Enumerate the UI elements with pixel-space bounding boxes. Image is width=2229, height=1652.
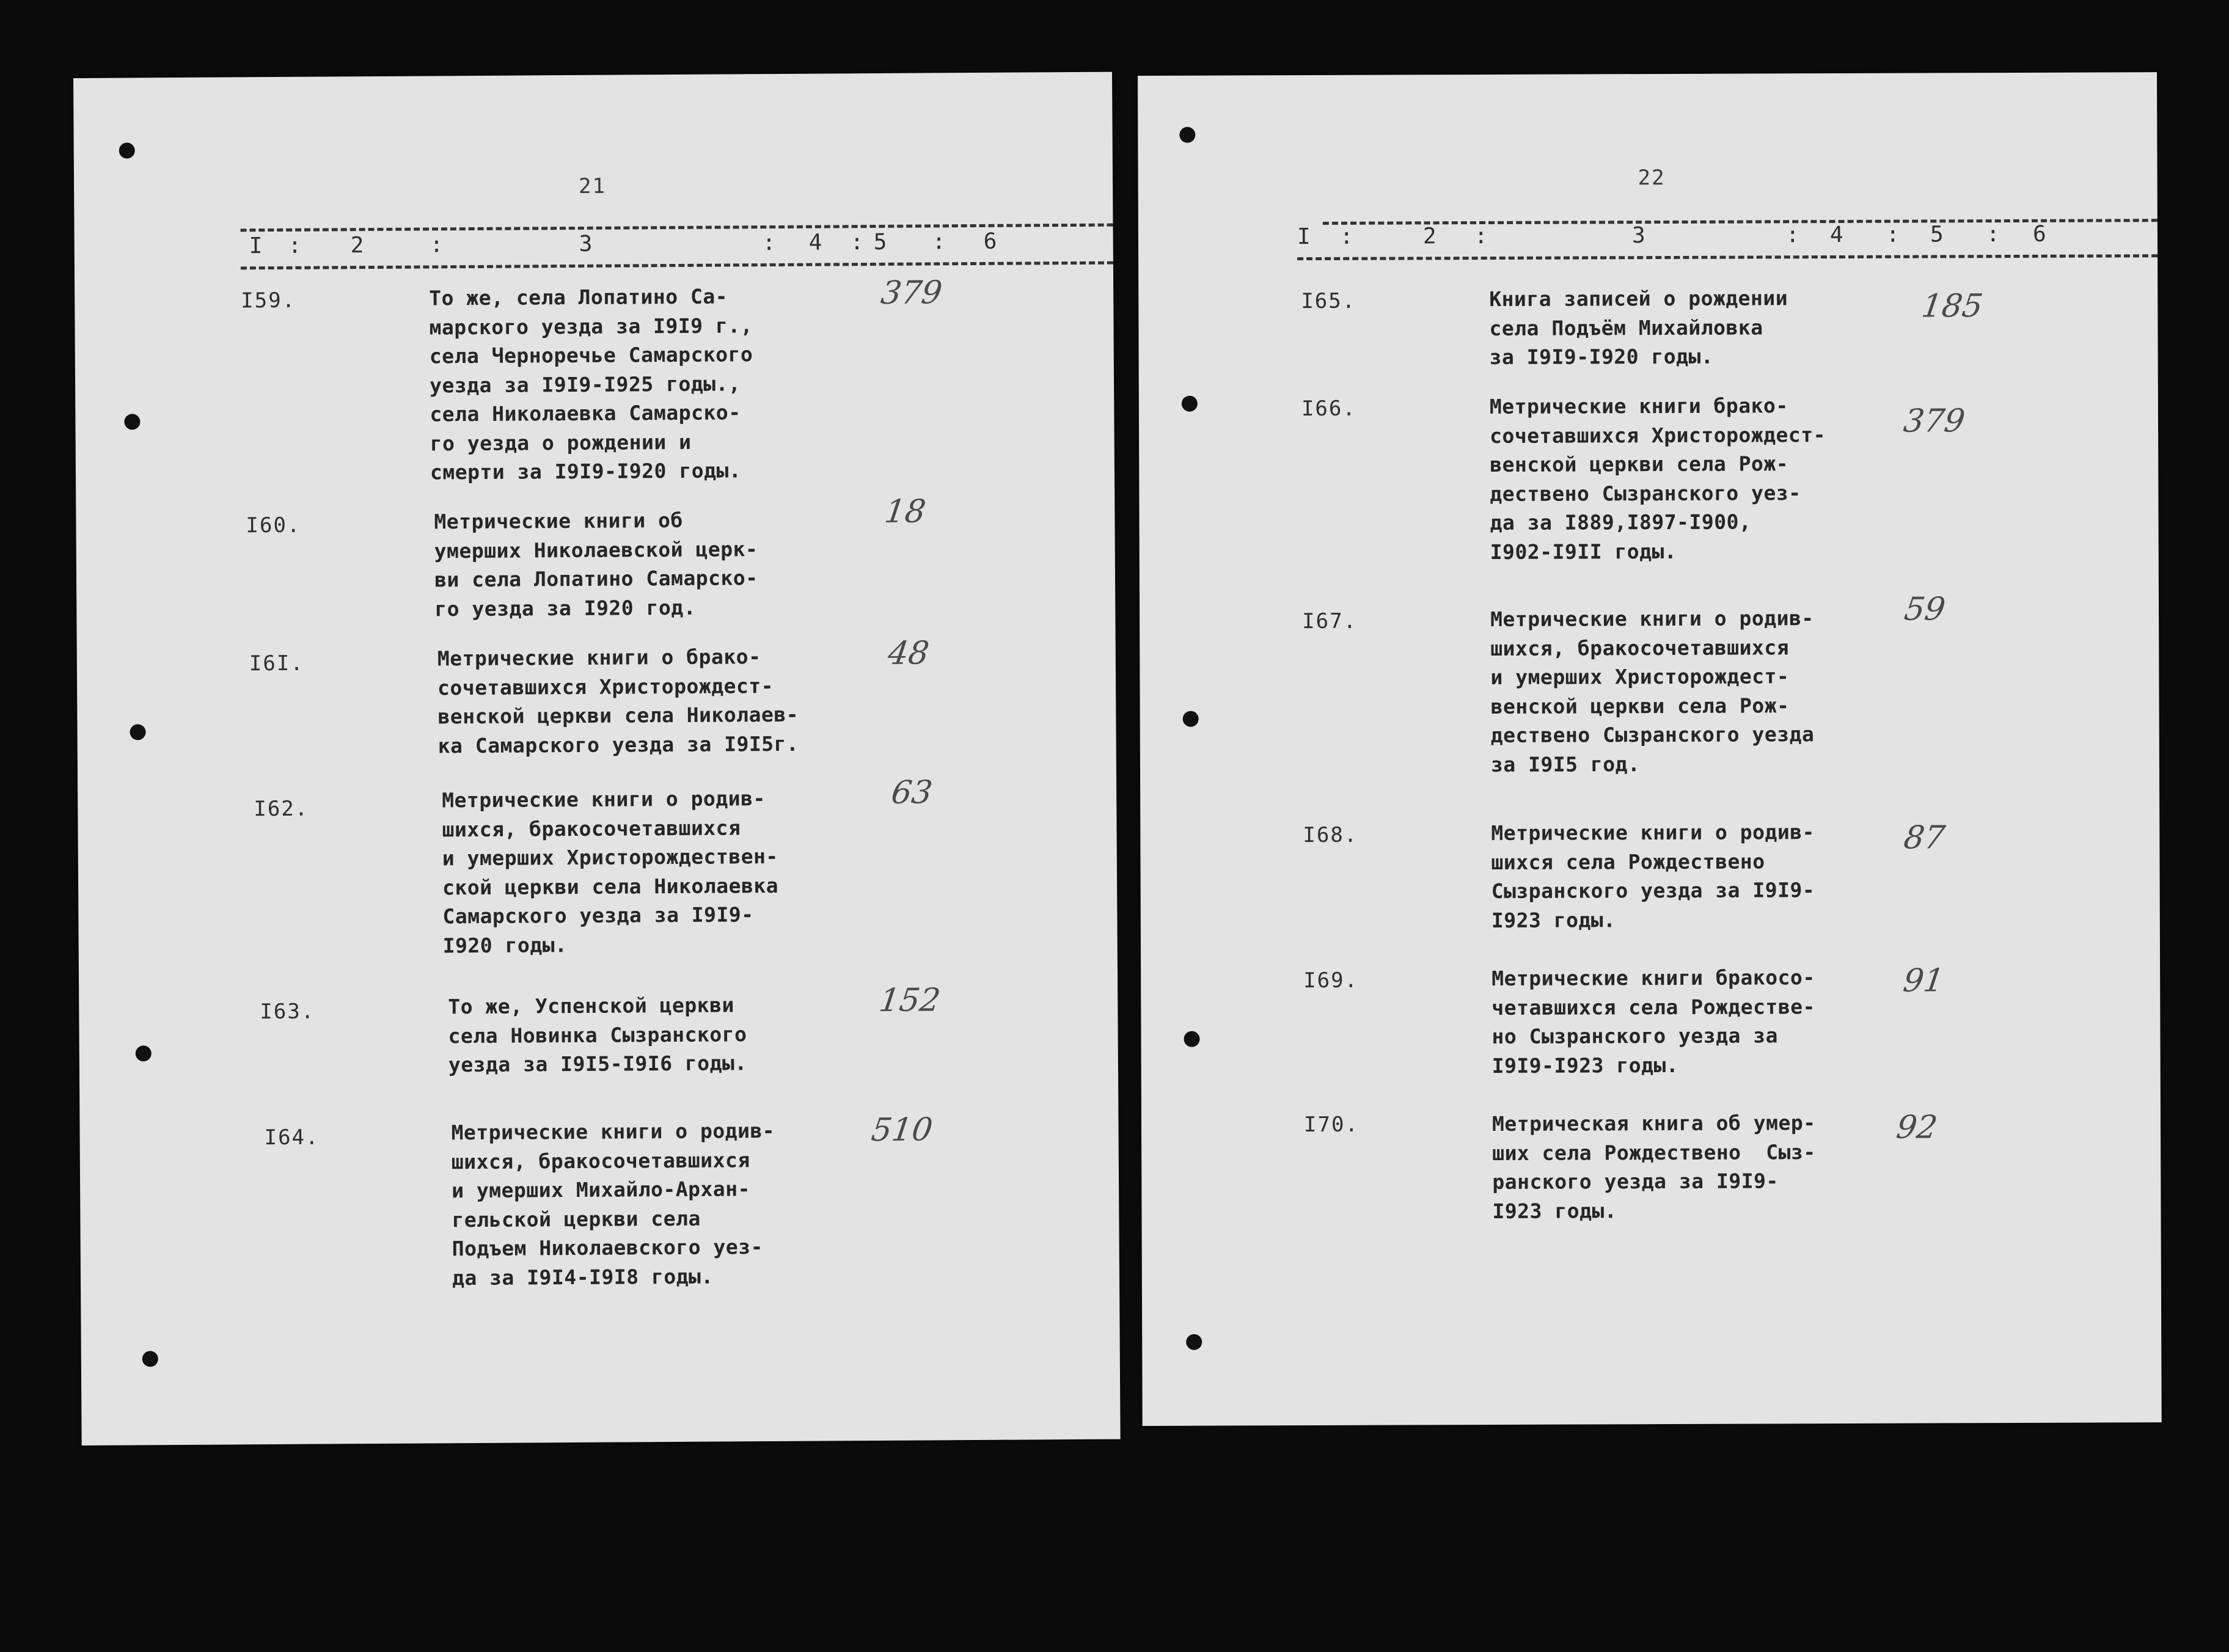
entry-number: I65.: [1301, 288, 1356, 314]
column-header-1: I: [249, 233, 263, 259]
punch-hole: [1184, 1031, 1199, 1047]
column-separator: :: [1986, 222, 2000, 247]
archive-page-22: [1138, 72, 2162, 1426]
entry-number: I68.: [1303, 822, 1358, 848]
entry-count: 63: [889, 774, 935, 811]
entry-number: I62.: [254, 796, 309, 822]
entry-count: 185: [1919, 288, 1985, 325]
entry-description: То же, села Лопатино Са- марского уезда за I9I9 г., села Черноречье Самарского уезда за I9I9-I925 годы., села Николаевка Самарско- го уезда о рождении и смерти за I9I9-I920 годы.: [429, 284, 753, 484]
entry-description: Метрические книги о родив- шихся, бракосочетавшихся и умерших Христорождествен- ской церкви села Николаевка Самарского уезда за I9I9- I920 годы.: [442, 786, 779, 957]
column-separator: :: [430, 232, 444, 258]
entry-count: 92: [1894, 1109, 1940, 1146]
entry-description: Метрические книги о родив- шихся, бракосочетавшихся и умерших Христорождест- венской церкви села Рож- дествено Сызранского уезда за I9I5 год.: [1490, 606, 1815, 777]
entry-count: 87: [1901, 819, 1947, 857]
entry-number: I64.: [264, 1125, 320, 1150]
column-separator: :: [1785, 222, 1799, 248]
header-rule-top: [241, 224, 1113, 232]
entry-number: I69.: [1303, 968, 1359, 993]
punch-hole: [119, 142, 135, 158]
entry-number: I60.: [246, 513, 301, 538]
entry-number: I70.: [1303, 1112, 1359, 1138]
entry-count: 18: [882, 493, 928, 530]
column-header-4: 4: [1829, 222, 1843, 248]
entry-description: Книга записей о рождении села Подъём Михайловка за I9I9-I920 годы.: [1489, 286, 1788, 369]
column-separator: :: [288, 233, 302, 258]
punch-hole: [142, 1351, 158, 1367]
column-header-5: 5: [873, 229, 887, 255]
entry-number: I66.: [1301, 396, 1356, 422]
entry-count: 59: [1901, 591, 1948, 628]
entry-description: То же, Успенской церкви села Новинка Сызранского уезда за I9I5-I9I6 годы.: [448, 993, 747, 1077]
entry-count: 48: [885, 635, 931, 672]
column-header-5: 5: [1930, 222, 1944, 247]
punch-hole: [136, 1045, 152, 1061]
page-number: 21: [578, 174, 607, 199]
column-separator: :: [1339, 224, 1353, 249]
column-header-6: 6: [2032, 221, 2046, 247]
column-header-2: 2: [350, 233, 364, 258]
column-header-6: 6: [983, 228, 997, 254]
entry-description: Метрические книги об умерших Николаевской церк- ви села Лопатино Самарско- го уезда за I920 год.: [434, 508, 758, 621]
entry-description: Метрические книги бракосо- четавшихся села Рождестве- но Сызранского уезда за I9I9-I923 годы.: [1491, 965, 1815, 1078]
entry-count: 510: [869, 1111, 935, 1149]
entry-count: 152: [877, 982, 943, 1019]
entry-description: Метрическая книга об умер- ших села Рождествено Сыз- ранского уезда за I9I9- I923 годы.: [1491, 1111, 1816, 1223]
entry-count: 379: [879, 274, 945, 312]
punch-hole: [1183, 711, 1199, 727]
entry-number: I63.: [260, 999, 315, 1025]
column-separator: :: [1474, 224, 1488, 249]
entry-description: Метрические книги о родив- шихся села Рождествено Сызранского уезда за I9I9- I923 годы.: [1491, 820, 1815, 932]
entry-number: I59.: [241, 288, 296, 313]
column-separator: :: [932, 229, 946, 255]
column-header-4: 4: [808, 230, 822, 255]
entry-count: 379: [1901, 403, 1967, 440]
column-header-3: 3: [579, 231, 593, 257]
column-header-1: I: [1297, 224, 1311, 250]
column-separator: :: [850, 230, 864, 255]
header-rule-bottom: [1297, 254, 2158, 260]
entry-number: I6I.: [249, 651, 304, 676]
column-separator: :: [762, 230, 776, 256]
page-number: 22: [1638, 165, 1666, 191]
punch-hole: [130, 724, 145, 740]
punch-hole: [1182, 396, 1198, 412]
entry-number: I67.: [1302, 609, 1358, 634]
column-separator: :: [1886, 222, 1900, 247]
entry-description: Метрические книги брако- сочетавшихся Христорождест- венской церкви села Рож- дествено Сызранского уез- да за I889,I897-I900, I902-I9II годы.: [1489, 393, 1826, 564]
punch-hole: [1186, 1334, 1202, 1350]
column-header-2: 2: [1422, 224, 1437, 249]
header-rule-bottom: [241, 261, 1113, 270]
punch-hole: [1179, 127, 1195, 143]
entry-count: 91: [1901, 962, 1947, 1000]
entry-description: Метрические книги о брако- сочетавшихся Христорождест- венской церкви села Николаев- ка Самарского уезда за I9I5г.: [437, 645, 799, 758]
punch-hole: [124, 414, 140, 429]
entry-description: Метрические книги о родив- шихся, бракосочетавшихся и умерших Михайло-Архан- гельской церкви села Подъем Николаевского уез- да за I9I4-I9I8 годы.: [451, 1119, 775, 1290]
column-header-3: 3: [1631, 223, 1645, 249]
archive-page-21: [73, 72, 1121, 1446]
